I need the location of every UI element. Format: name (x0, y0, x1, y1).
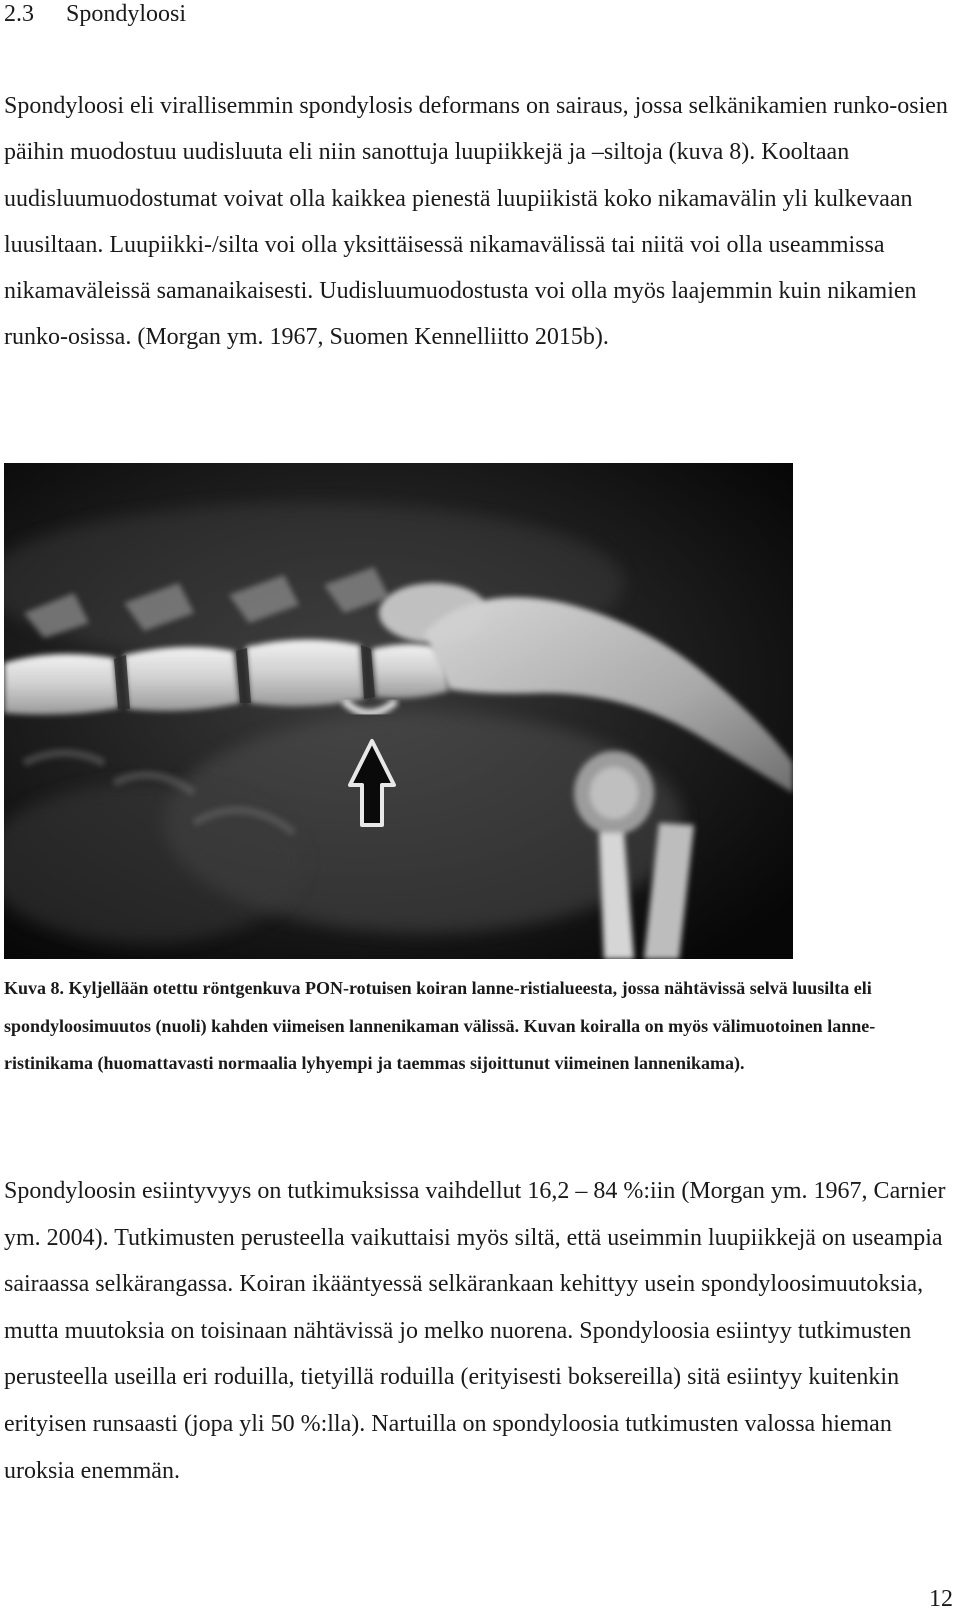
paragraph-intro: Spondyloosi eli virallisemmin spondylosis deformans on sairaus, jossa selkänikamien runko-osien päihin muodostuu uudisluuta eli niin sanottuja luupiikkejä ja –siltoja (kuva 8). Kooltaan uudisluumuodostumat voivat olla kaikkea pienestä luupiikistä koko nikamavälin yli kulkevaan luusiltaan. Luupiikki-/silta voi olla yksittäisessä nikamavälissä tai niitä voi olla useammissa nikamaväleissä samanaikaisesti. Uudisluumuodostusta voi olla myös laajemmin kuin nikamien runko-osissa. (Morgan ym. 1967, Suomen Kennelliitto 2015b). (4, 93, 948, 351)
figure-caption: Kuva 8. Kyljellään otettu röntgenkuva PON-rotuisen koiran lanne-ristialueesta, jossa nähtävissä selvä luusilta eli spondyloosimuutos (nuoli) kahden viimeisen lannenikaman välissä. Kuvan koiralla on myös välimuotoinen lanne-ristinikama (huomattavasti normaalia lyhyempi ja taemmas sijoittunut viimeinen lannenikama). (4, 978, 876, 1073)
page-number: 12 (929, 1586, 953, 1612)
paragraph-prevalence: Spondyloosin esiintyvyys on tutkimuksissa vaihdellut 16,2 – 84 %:iin (Morgan ym. 1967, Carnier ym. 2004). Tutkimusten perusteella vaikuttaisi myös siltä, että useimmin luupiikkejä on useampia sairaassa selkärangassa. Koiran ikääntyessä selkärankaan kehittyy usein spondyloosimuutoksia, mutta muutoksia on toisinaan nähtävissä jo melko nuorena. Spondyloosia esiintyy tutkimusten perusteella useilla eri roduilla, tietyillä roduilla (erityisesti boksereilla) sitä esiintyy kuitenkin erityisen runsaasti (jopa yli 50 %:lla). Nartuilla on spondyloosia tutkimusten valossa hieman uroksia enemmän. (4, 1178, 946, 1484)
section-heading (4, 0, 186, 30)
xray-image (4, 463, 793, 959)
section-number: 2.3 (4, 1, 34, 27)
xray-figure (4, 463, 793, 959)
section-title: Spondyloosi (66, 1, 187, 27)
